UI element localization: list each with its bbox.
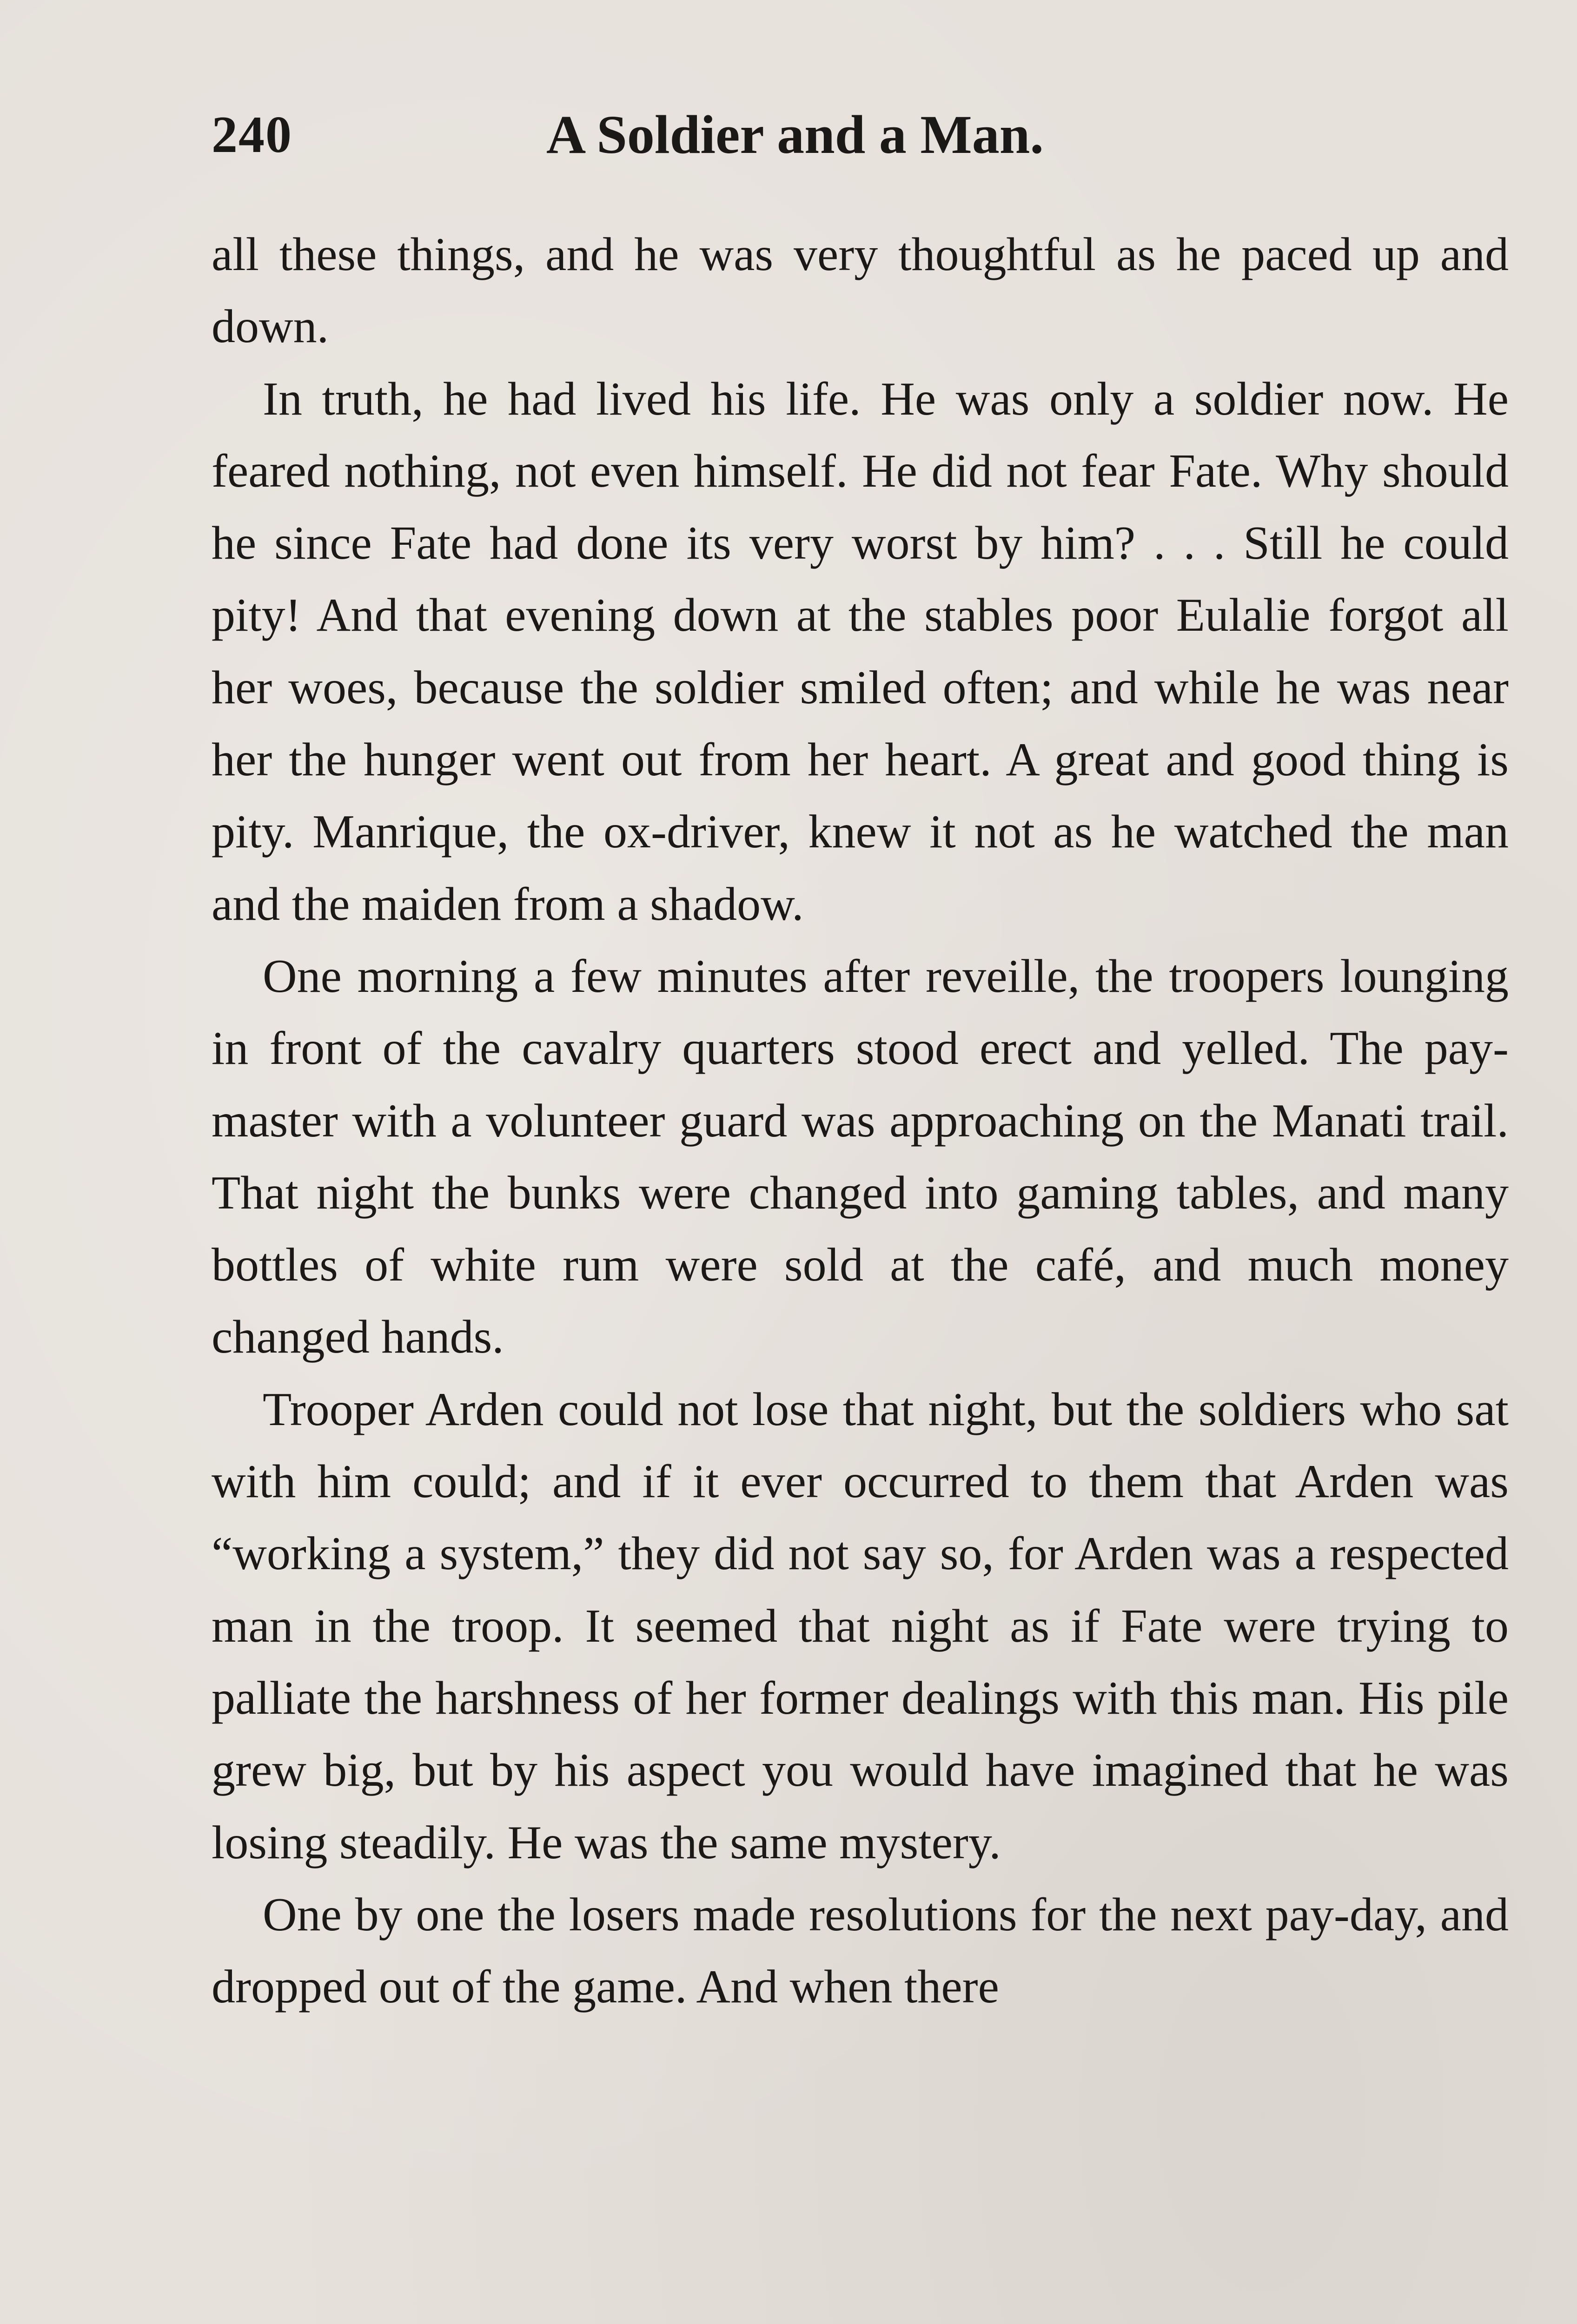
page-header (212, 93, 1509, 177)
paragraph: One morning a few minutes after reveille, the troopers lounging in front of the cavalry quarters stood erect and yelled. The pay-master with a volunteer guard was approaching on the Manati trail. That night the bunks were changed into gaming tables, and many bottles of white rum were sold at the café, and much money changed hands. (212, 950, 1509, 1364)
running-title: A Soldier and a Man. (546, 104, 1044, 165)
paragraph: One by one the losers made resolutions for the next pay-day, and dropped out of the game. And when there (212, 1888, 1509, 2014)
paragraph: In truth, he had lived his life. He was only a soldier now. He feared nothing, not even himself. He did not fear Fate. Why should he since Fate had done its very worst by him? . . . Still he could pity! And that evening down at the stables poor Eulalie forgot all her woes, because the soldier smiled often; and while he was near her the hunger went out from her heart. A great and good thing is pity. Manrique, the ox-driver, knew it not as he watched the man and the maiden from a shadow. (212, 372, 1509, 931)
body-text (212, 218, 1509, 2023)
page-number: 240 (212, 106, 292, 164)
paragraph: Trooper Arden could not lose that night, but the soldiers who sat with him could; and if it ever occurred to them that Arden was “working a system,” they did not say so, for Arden was a respected man in the troop. It seemed that night as if Fate were trying to palliate the harshness of her former dealings with this man. His pile grew big, but by his aspect you would have imagined that he was losing steadily. He was the same mystery. (212, 1383, 1509, 1869)
paragraph-continuation: all these things, and he was very thoughtful as he paced up and down. (212, 228, 1509, 353)
